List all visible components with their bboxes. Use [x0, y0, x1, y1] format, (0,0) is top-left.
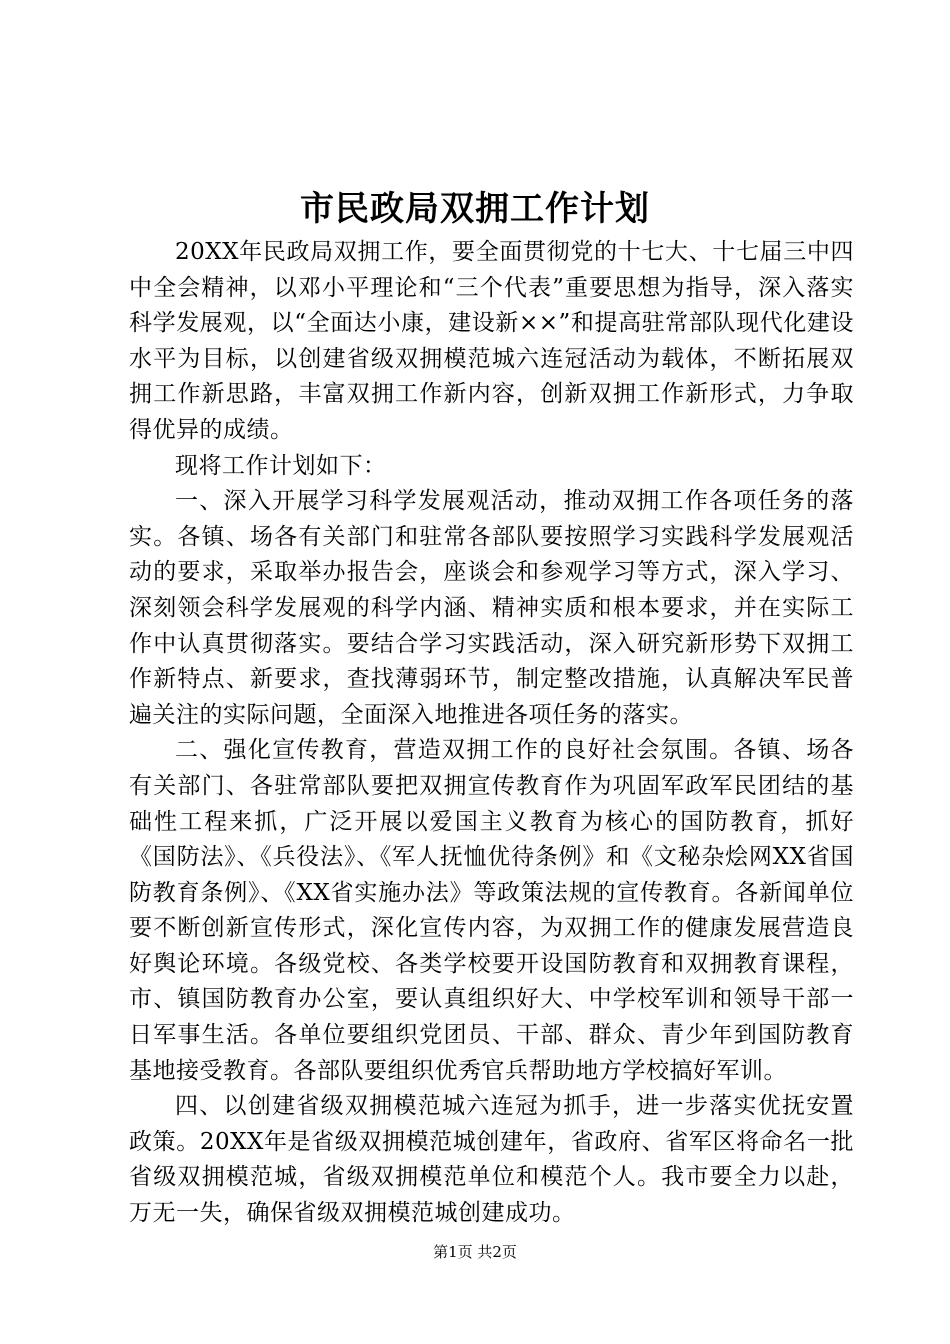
page-number-footer: 第1页 共2页	[433, 1243, 517, 1261]
paragraph-intro: 20XX年民政局双拥工作，要全面贯彻党的十七大、十七届三中四中全会精神，以邓小平理论和“三个代表”重要思想为指导，深入落实科学发展观，以“全面达小康，建设新××”和提高驻常部队现代化建设水平为目标，以创建省级双拥模范城六连冠活动为载体，不断拓展双拥工作新思路，丰富双拥工作新内容，创新双拥工作新形式，力争取得优异的成绩。	[129, 239, 854, 443]
paragraph-section-2: 二、强化宣传教育，营造双拥工作的良好社会氛围。各镇、场各有关部门、各驻常部队要把双拥宣传教育作为巩固军政军民团结的基础性工程来抓，广泛开展以爱国主义教育为核心的国防教育，抓好《国防法》、《兵役法》、《军人抚恤优待条例》和《文秘杂烩网XX省国防教育条例》、《XX省实施办法》等政策法规的宣传教育。各新闻单位要不断创新宣传形式，深化宣传内容，为双拥工作的健康发展营造良好舆论环境。各级党校、各类学校要开设国防教育和双拥教育课程，市、镇国防教育办公室，要认真组织好大、中学校军训和领导干部一日军事生活。各单位要组织党团员、干部、群众、青少年到国防教育基地接受教育。各部队要组织优秀官兵帮助地方学校搞好军训。	[129, 737, 854, 1084]
paragraph-section-4: 四、以创建省级双拥模范城六连冠为抓手，进一步落实优抚安置政策。20XX年是省级双拥模范城创建年，省政府、省军区将命名一批省级双拥模范城，省级双拥模范单位和模范个人。我市要全力以赴，万无一失，确保省级双拥模范城创建成功。	[129, 1093, 854, 1227]
document-body	[129, 235, 854, 1232]
document-title: 市民政局双拥工作计划	[300, 189, 650, 229]
paragraph-section-1: 一、深入开展学习科学发展观活动，推动双拥工作各项任务的落实。各镇、场各有关部门和驻常各部队要按照学习实践科学发展观活动的要求，采取举办报告会，座谈会和参观学习等方式，深入学习、深刻领会科学发展观的科学内涵、精神实质和根本要求，并在实际工作中认真贯彻落实。要结合学习实践活动，深入研究新形势下双拥工作新特点、新要求，查找薄弱环节，制定整改措施，认真解决军民普遍关注的实际问题，全面深入地推进各项任务的落实。	[129, 488, 854, 728]
paragraph-plan-lead: 现将工作计划如下：	[175, 452, 387, 479]
